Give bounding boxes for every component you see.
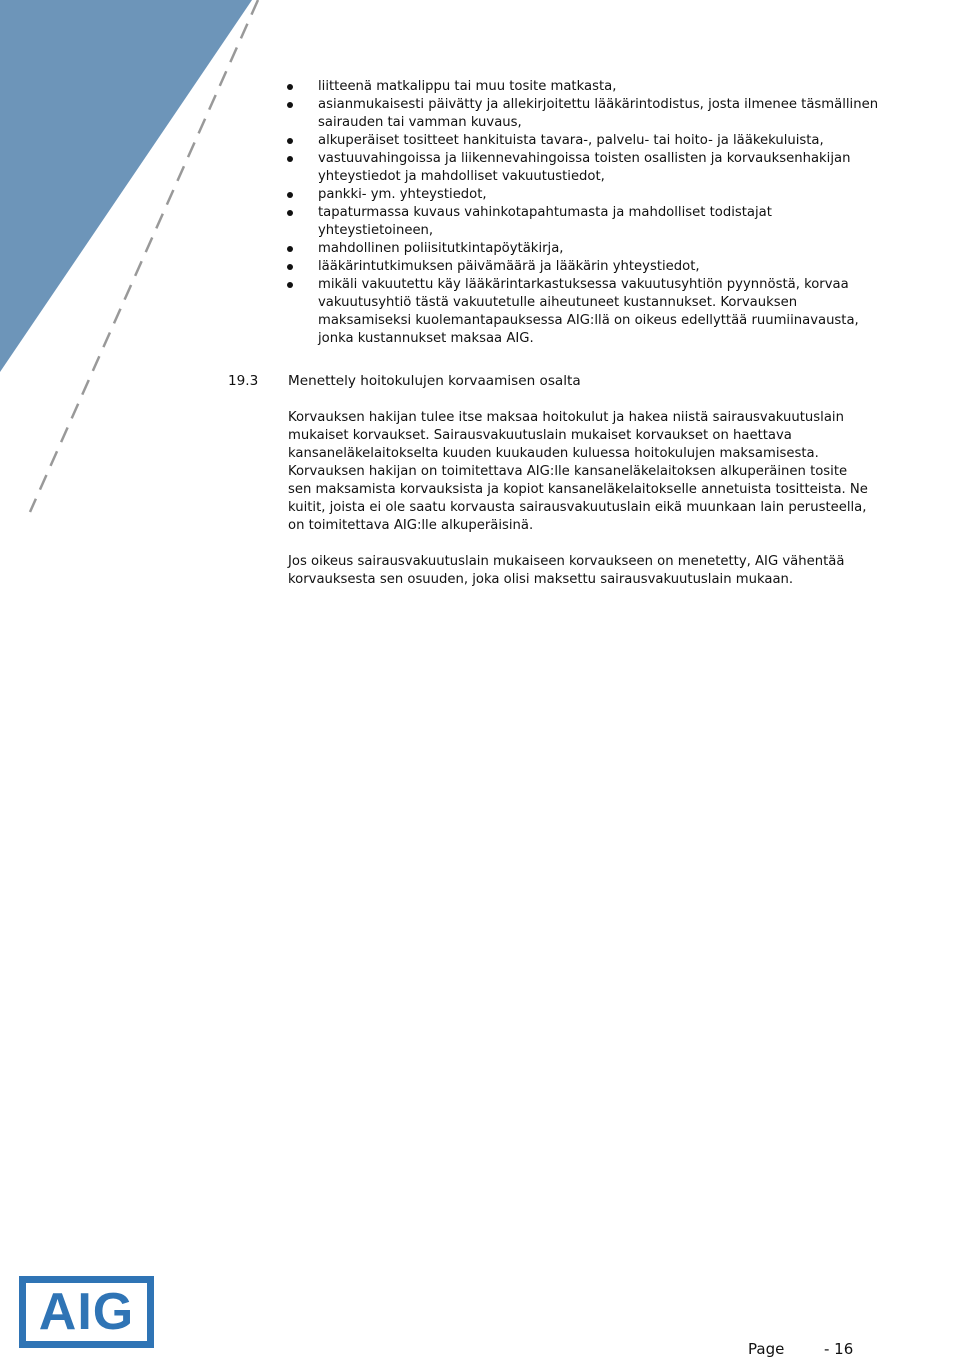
- list-item-continuation: vakuutusyhtiö tästä vakuutetulle aiheutuneet kustannukset. Korvauksen: [318, 295, 798, 310]
- page-footer: [748, 1339, 853, 1359]
- section-title: Menettely hoitokulujen korvaamisen osalta: [288, 373, 581, 389]
- list-item-continuation: yhteystietoineen,: [318, 223, 434, 238]
- list-item: alkuperäiset tositteet hankituista tavara-, palvelu- tai hoito- ja lääkekuluista,: [318, 132, 918, 150]
- aig-logo-text: AIG: [38, 1283, 135, 1341]
- paragraph-lost-right: Jos oikeus sairausvakuutuslain mukaiseen korvaukseen on menetetty, AIG vähentää korvauksesta sen osuuden, joka olisi maksettu sairausvakuutuslain mukaan.: [288, 554, 845, 587]
- section-heading: [228, 372, 581, 390]
- page-label: Page: [748, 1340, 785, 1358]
- list-item-continuation: yhteystiedot ja mahdolliset vakuutustiedot,: [318, 169, 605, 184]
- list-item: liitteenä matkalippu tai muu tosite matkasta,: [318, 78, 918, 96]
- list-item-continuation: jonka kustannukset maksaa AIG.: [318, 331, 534, 346]
- list-item-continuation: maksamiseksi kuolemantapauksessa AIG:llä on oikeus edellyttää ruumiinavausta,: [318, 313, 859, 328]
- paragraph-reimbursement-procedure: Korvauksen hakijan tulee itse maksaa hoitokulut ja hakea niistä sairausvakuutuslain mukaiset korvaukset. Sairausvakuutuslain mukaiset korvaukset on haettava kansaneläkelaitokselta kuuden kuukauden kuluessa hoitokulujen maksamisesta. Korvauksen hakijan on toimitettava AIG:lle kansaneläkelaitoksen alkuperäinen tosite sen maksamista korvauksista ja kopiot kansaneläkelaitokselle annetuista tositteista. Ne kuitit, joista ei ole saatu korvausta sairausvakuutuslain eikä muunkaan lain perusteella, on toimitettava AIG:lle alkuperäisinä.: [288, 410, 868, 533]
- corner-blue-block: [0, 0, 252, 372]
- section-number: 19.3: [228, 373, 259, 389]
- aig-logo: [19, 1276, 154, 1348]
- list-item-continuation: sairauden tai vamman kuvaus,: [318, 115, 522, 130]
- list-item: lääkärintutkimuksen päivämäärä ja lääkärin yhteystiedot,: [318, 258, 918, 276]
- page-number: - 16: [824, 1340, 854, 1358]
- list-item: vastuuvahingoissa ja liikennevahingoissa toisten osallisten ja korvauksenhakijan: [318, 150, 918, 168]
- list-item: mikäli vakuutettu käy lääkärintarkastuksessa vakuutusyhtiön pyynnöstä, korvaa: [318, 276, 918, 294]
- list-item: mahdollinen poliisitutkintapöytäkirja,: [318, 240, 918, 258]
- attachment-list: [318, 78, 918, 348]
- list-item: tapaturmassa kuvaus vahinkotapahtumasta ja mahdolliset todistajat: [318, 204, 918, 222]
- list-item: asianmukaisesti päivätty ja allekirjoitettu lääkärintodistus, josta ilmenee täsmällinen: [318, 96, 918, 114]
- list-item: pankki- ym. yhteystiedot,: [318, 186, 918, 204]
